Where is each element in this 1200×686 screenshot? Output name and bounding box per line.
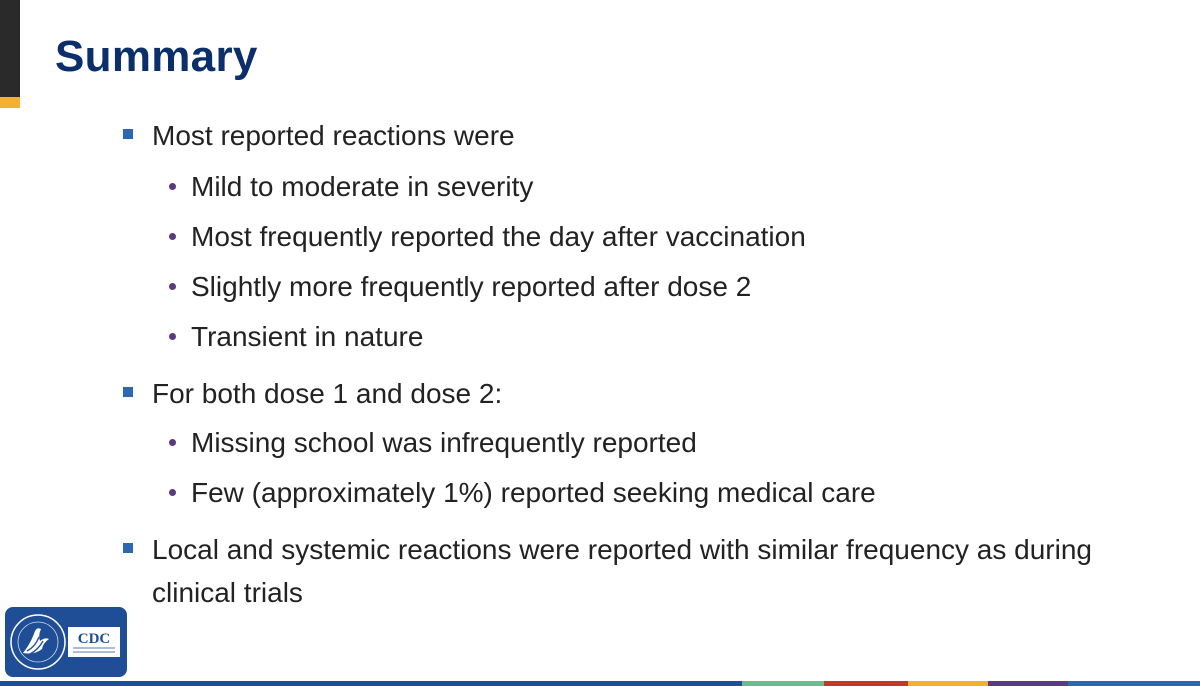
bullet-level2: Slightly more frequently reported after dose 2 [191, 271, 752, 302]
footer-stripe-blue [1068, 681, 1200, 686]
left-accent-gold [0, 97, 20, 108]
bullet-level1: Most reported reactions were [152, 120, 515, 151]
bullet-level2: Transient in nature [191, 321, 424, 352]
left-accent-bar [0, 0, 20, 97]
cdc-logo-text: CDC [77, 631, 111, 647]
level2-bullet-marker [169, 183, 176, 190]
level2-bullet-marker [169, 333, 176, 340]
level2-bullet-marker [169, 439, 176, 446]
footer-stripe-green [742, 681, 824, 686]
level1-bullet-marker [123, 387, 133, 397]
cdc-logo [5, 607, 127, 677]
footer-stripe-navy [0, 681, 742, 686]
bullet-level2: Mild to moderate in severity [191, 171, 534, 202]
bullet-level1: Local and systemic reactions were reported with similar frequency as during [152, 534, 1092, 565]
level2-bullet-marker [169, 233, 176, 240]
bullet-level2: Few (approximately 1%) reported seeking medical care [191, 477, 876, 508]
footer-stripe-gold [908, 681, 988, 686]
footer-stripe-purple [988, 681, 1068, 686]
level1-bullet-marker [123, 543, 133, 553]
level2-bullet-marker [169, 489, 176, 496]
slide-title: Summary [55, 32, 258, 81]
bullet-level2: Most frequently reported the day after vaccination [191, 221, 806, 252]
level2-bullet-marker [169, 283, 176, 290]
level1-bullet-marker [123, 129, 133, 139]
footer-stripe-red [824, 681, 908, 686]
bullet-level1: For both dose 1 and dose 2: [152, 378, 503, 409]
bullet-level1-continuation: clinical trials [152, 577, 303, 608]
bullet-level2: Missing school was infrequently reported [191, 427, 697, 458]
hhs-eagle-icon [5, 607, 127, 677]
